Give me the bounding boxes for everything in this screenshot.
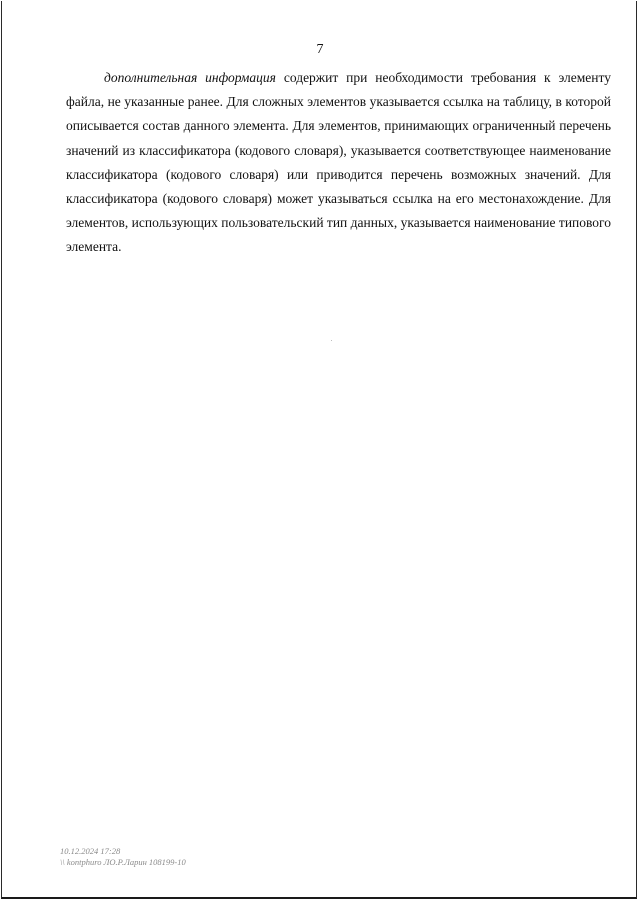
paragraph-text: содержит при необходимости требования к элементу файла, не указанные ранее. Для сложных элементов указывается ссылка на таблицу, в которой описывается состав данного элемента. Для элементов, принимающих ограниченный перечень значений из классификатора (кодового словаря), указывается соответствующее наименование классификатора (кодового словаря) или приводится перечень возможных значений. Для классификатора (кодового словаря) может указываться ссылка на его местонахождение. Для элементов, использующих пользовательский тип данных, указывается наименование типового элемента. [66, 70, 611, 255]
scan-speck [331, 340, 332, 341]
page-number: 7 [316, 42, 324, 57]
footer-timestamp: 10.12.2024 17:28 [60, 846, 121, 856]
body-paragraph [66, 66, 611, 260]
footer-doc-ref: \\ kontphuro ЛО.Р.Ларин 108199-10 [60, 857, 186, 867]
italic-term: дополнительная информация [104, 70, 276, 85]
footer-stamp [60, 846, 186, 868]
